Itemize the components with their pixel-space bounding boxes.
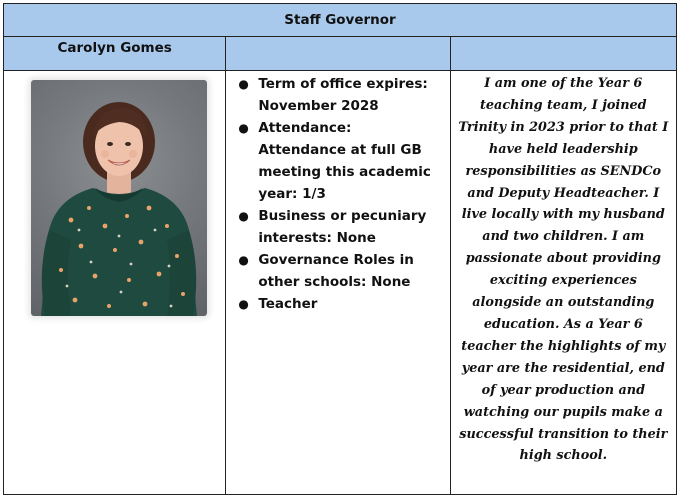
- empty-header-cell-3: [450, 37, 676, 71]
- governor-name: Carolyn Gomes: [57, 40, 172, 56]
- photo-cell: [4, 71, 226, 495]
- detail-other-roles: ● Governance Roles in other schools: None: [232, 249, 443, 293]
- bullet-icon: ●: [238, 253, 249, 267]
- bullet-icon: ●: [238, 297, 249, 311]
- empty-header-cell-2: [226, 37, 450, 71]
- bio-cell: [450, 71, 676, 495]
- bullet-icon: ●: [238, 209, 249, 223]
- detail-attendance: ● Attendance: Attendance at full GB meeting this academic year: 1/3: [232, 117, 443, 205]
- governor-bio: I am one of the Year 6 teaching team, I joined Trinity in 2023 prior to that I have held leadership responsibilities as SENDCo and Deputy Headteacher. I live locally with my husband and two children. I am passionate about providing exciting experiences alongside an outstanding education. As a Year 6 teacher the highlights of my year are the residential, end of year production and watching our pupils make a successful transition to their high school.: [458, 76, 669, 464]
- detail-role: ● Teacher: [232, 293, 443, 315]
- portrait-illustration: [31, 80, 207, 316]
- section-header: [4, 4, 677, 37]
- governor-photo: [31, 80, 207, 316]
- detail-term: ● Term of office expires: November 2028: [232, 73, 443, 117]
- detail-interests: ● Business or pecuniary interests: None: [232, 205, 443, 249]
- details-list: [232, 73, 443, 315]
- governor-table: [3, 3, 677, 495]
- name-header-cell: [4, 37, 226, 71]
- bullet-icon: ●: [238, 77, 249, 91]
- bullet-icon: ●: [238, 121, 249, 135]
- section-title: Staff Governor: [284, 12, 396, 28]
- details-cell: [226, 71, 450, 495]
